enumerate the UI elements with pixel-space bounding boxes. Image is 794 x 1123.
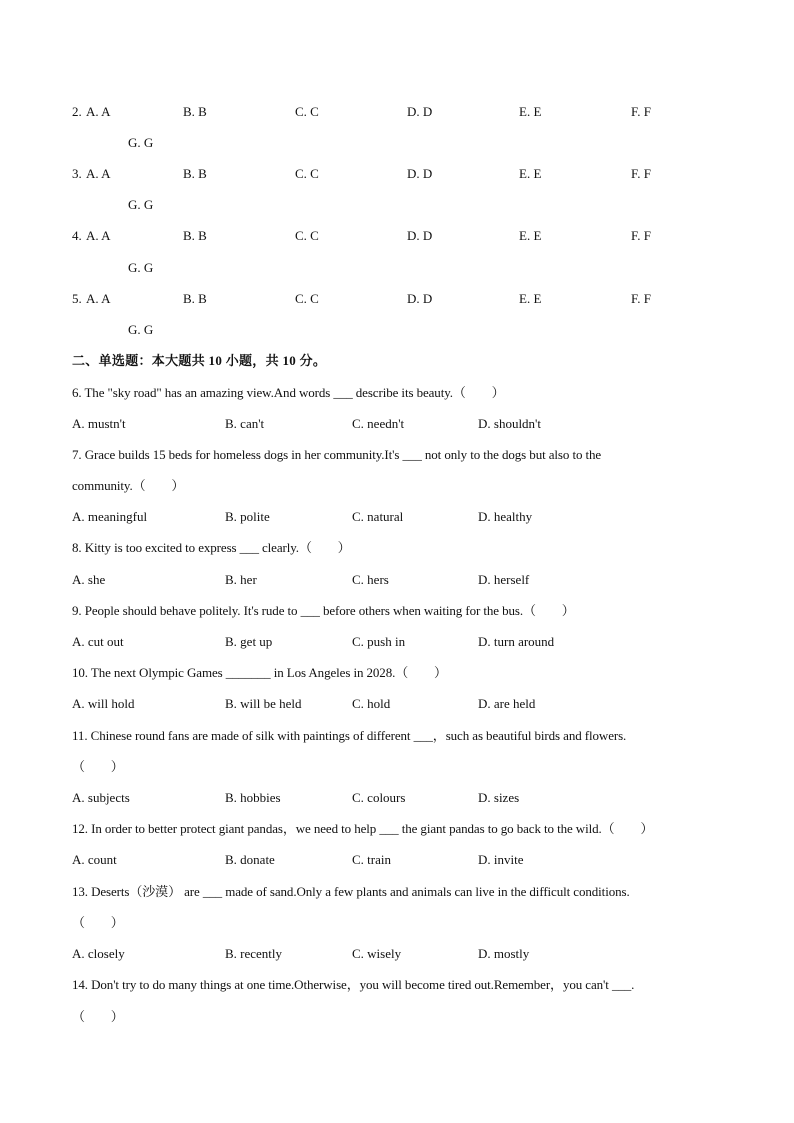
option: B. B bbox=[183, 228, 207, 243]
option: B. B bbox=[183, 291, 207, 306]
question-number: 3. bbox=[72, 166, 82, 181]
option: D. D bbox=[407, 291, 433, 306]
option-d: D. turn around bbox=[478, 634, 555, 649]
option-d: D. mostly bbox=[478, 946, 530, 961]
option: E. E bbox=[519, 104, 542, 119]
question-12-text: 12. In order to better protect giant pandas，we need to help ___ the giant pandas to go back to the wild.（ ） bbox=[72, 821, 654, 836]
option-b: B. her bbox=[225, 572, 257, 587]
option-c: C. train bbox=[352, 852, 391, 867]
option: G. G bbox=[128, 322, 154, 337]
option-d: D. shouldn't bbox=[478, 416, 542, 431]
question-6-text: 6. The "sky road" has an amazing view.And words ___ describe its beauty.（ ） bbox=[72, 385, 505, 400]
question-14-text-cont: （ ） bbox=[72, 1009, 124, 1024]
option: D. D bbox=[407, 104, 433, 119]
option-a: A. meaningful bbox=[72, 509, 148, 524]
question-7-text: 7. Grace builds 15 beds for homeless dogs in her community.It's ___ not only to the dogs but also to the bbox=[72, 447, 602, 462]
option-c: C. hold bbox=[352, 696, 391, 711]
option-b: B. get up bbox=[225, 634, 273, 649]
option: C. C bbox=[295, 166, 319, 181]
option: A. A bbox=[86, 104, 111, 119]
option: E. E bbox=[519, 166, 542, 181]
option: F. F bbox=[631, 228, 651, 243]
option: B. B bbox=[183, 104, 207, 119]
option: A. A bbox=[86, 291, 111, 306]
question-11-text: 11. Chinese round fans are made of silk with paintings of different ___，such as beautiful birds and flowers. bbox=[72, 728, 627, 743]
option: E. E bbox=[519, 228, 542, 243]
option: D. D bbox=[407, 228, 433, 243]
option: D. D bbox=[407, 166, 433, 181]
option-b: B. hobbies bbox=[225, 790, 281, 805]
option-d: D. sizes bbox=[478, 790, 520, 805]
option: F. F bbox=[631, 166, 651, 181]
question-number: 4. bbox=[72, 228, 82, 243]
option-c: C. wisely bbox=[352, 946, 402, 961]
option-a: A. will hold bbox=[72, 696, 135, 711]
option: F. F bbox=[631, 291, 651, 306]
option-d: D. healthy bbox=[478, 509, 533, 524]
option: G. G bbox=[128, 135, 154, 150]
option-c: C. hers bbox=[352, 572, 389, 587]
question-number: 2. bbox=[72, 104, 82, 119]
question-9-text: 9. People should behave politely. It's rude to ___ before others when waiting for the bus.（ ） bbox=[72, 603, 575, 618]
option-b: B. polite bbox=[225, 509, 270, 524]
option-a: A. she bbox=[72, 572, 106, 587]
option: C. C bbox=[295, 228, 319, 243]
question-8-text: 8. Kitty is too excited to express ___ clearly.（ ） bbox=[72, 540, 351, 555]
question-7-text-cont: community.（ ） bbox=[72, 478, 185, 493]
question-13-text: 13. Deserts（沙漠） are ___ made of sand.Only a few plants and animals can live in the difficult conditions. bbox=[72, 884, 630, 899]
option: E. E bbox=[519, 291, 542, 306]
option: G. G bbox=[128, 197, 154, 212]
question-number: 5. bbox=[72, 291, 82, 306]
option: C. C bbox=[295, 104, 319, 119]
option-d: D. invite bbox=[478, 852, 524, 867]
option: A. A bbox=[86, 228, 111, 243]
option-b: B. will be held bbox=[225, 696, 302, 711]
option-b: B. recently bbox=[225, 946, 283, 961]
option-d: D. are held bbox=[478, 696, 536, 711]
option-d: D. herself bbox=[478, 572, 530, 587]
option: A. A bbox=[86, 166, 111, 181]
option-a: A. cut out bbox=[72, 634, 124, 649]
option-a: A. closely bbox=[72, 946, 125, 961]
option-c: C. push in bbox=[352, 634, 406, 649]
option-c: C. needn't bbox=[352, 416, 405, 431]
option: G. G bbox=[128, 260, 154, 275]
option: B. B bbox=[183, 166, 207, 181]
option-c: C. colours bbox=[352, 790, 406, 805]
option-b: B. can't bbox=[225, 416, 265, 431]
question-10-text: 10. The next Olympic Games _______ in Los Angeles in 2028.（ ） bbox=[72, 665, 447, 680]
option: C. C bbox=[295, 291, 319, 306]
question-14-text: 14. Don't try to do many things at one time.Otherwise，you will become tired out.Remember，you can't ___. bbox=[72, 977, 635, 992]
question-13-text-cont: （ ） bbox=[72, 915, 124, 930]
option-c: C. natural bbox=[352, 509, 404, 524]
option-a: A. count bbox=[72, 852, 117, 867]
option-a: A. mustn't bbox=[72, 416, 126, 431]
question-11-text-cont: （ ） bbox=[72, 759, 124, 774]
option-a: A. subjects bbox=[72, 790, 130, 805]
section-heading: 二、单选题：本大题共 10 小题，共 10 分。 bbox=[72, 353, 327, 368]
option-b: B. donate bbox=[225, 852, 275, 867]
option: F. F bbox=[631, 104, 651, 119]
